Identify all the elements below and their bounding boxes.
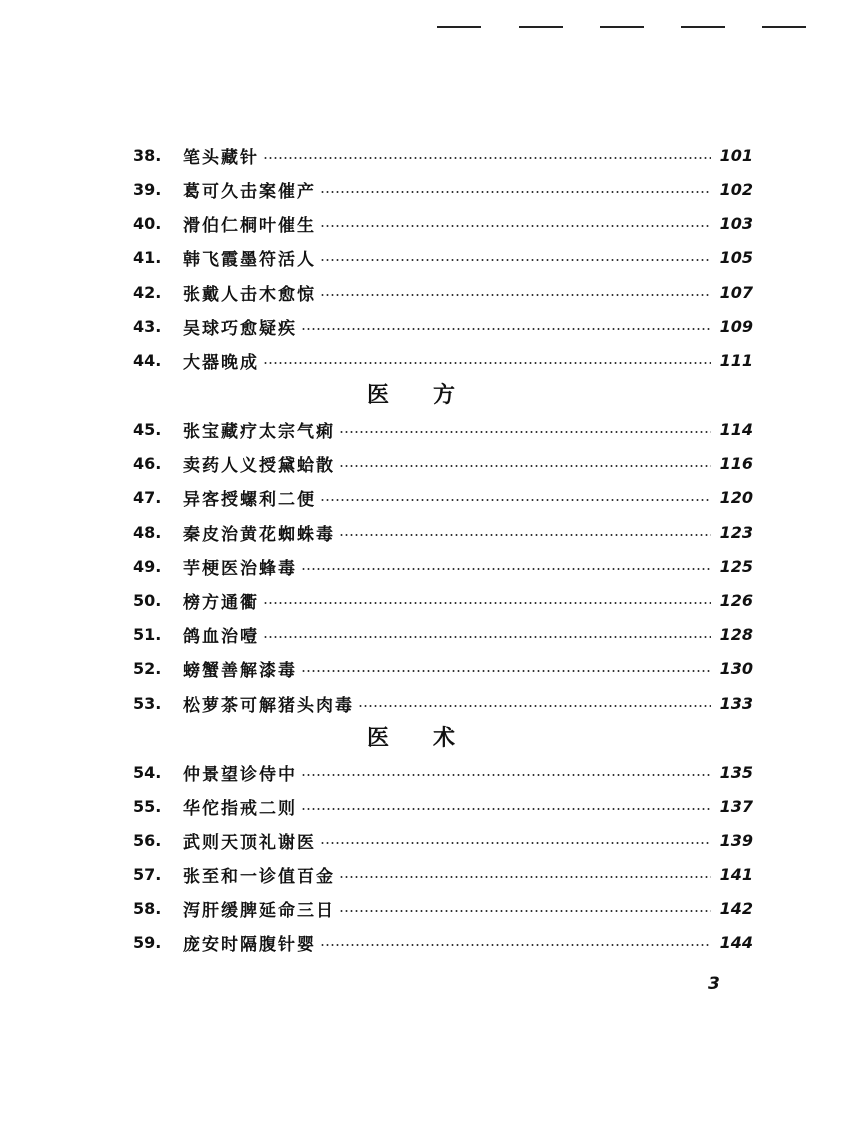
section-heading: 医术 [366, 725, 499, 751]
entry-title: 韩飞霞墨符活人 [183, 249, 316, 270]
entry-number: 47. [133, 487, 162, 507]
toc-entry[interactable] [133, 211, 753, 235]
dot-leader [320, 294, 711, 296]
header-dash [600, 26, 644, 28]
dot-leader [358, 705, 711, 707]
toc-entry[interactable] [133, 794, 753, 818]
entry-number: 53. [133, 693, 162, 713]
entry-title: 华佗指戒二则 [183, 798, 297, 819]
toc-entry[interactable] [133, 417, 753, 441]
entry-title: 武则天顶礼谢医 [183, 832, 316, 853]
dot-leader [339, 876, 711, 878]
entry-title: 吴球巧愈疑疾 [183, 318, 297, 339]
toc-entry[interactable] [133, 691, 753, 715]
toc-entry[interactable] [133, 348, 753, 372]
entry-title: 张戴人击木愈惊 [183, 284, 316, 305]
entry-number: 43. [133, 316, 162, 336]
toc-entry[interactable] [133, 314, 753, 338]
toc-entry[interactable] [133, 622, 753, 646]
entry-title: 庞安时隔腹针婴 [183, 934, 316, 955]
entry-page: 125 [719, 556, 753, 576]
toc-entry[interactable] [133, 520, 753, 544]
entry-title: 鸽血治噎 [183, 626, 259, 647]
entry-page: 102 [719, 179, 753, 199]
entry-page: 105 [719, 247, 753, 267]
dot-leader [320, 944, 711, 946]
toc-entry[interactable] [133, 451, 753, 475]
entry-number: 49. [133, 556, 162, 576]
entry-title: 葛可久击案催产 [183, 181, 316, 202]
toc-entry[interactable] [133, 862, 753, 886]
header-dash [519, 26, 563, 28]
entry-title: 螃蟹善解漆毒 [183, 660, 297, 681]
entry-page: 103 [719, 213, 753, 233]
entry-page: 126 [719, 590, 753, 610]
entry-title: 大器晚成 [183, 352, 259, 373]
toc-entry[interactable] [133, 143, 753, 167]
toc-entry[interactable] [133, 656, 753, 680]
dot-leader [263, 602, 711, 604]
dot-leader [301, 808, 711, 810]
dot-leader [320, 499, 711, 501]
entry-page: 116 [719, 453, 753, 473]
toc-entry[interactable] [133, 588, 753, 612]
entry-page: 144 [719, 932, 753, 952]
entry-page: 139 [719, 830, 753, 850]
entry-number: 54. [133, 762, 162, 782]
entry-title: 张至和一诊值百金 [183, 866, 335, 887]
toc-entry[interactable] [133, 760, 753, 784]
entry-title: 笔头藏针 [183, 147, 259, 168]
toc-entry[interactable] [133, 485, 753, 509]
entry-title: 异客授螺利二便 [183, 489, 316, 510]
entry-number: 42. [133, 282, 162, 302]
dot-leader [263, 157, 711, 159]
dot-leader [320, 225, 711, 227]
entry-number: 50. [133, 590, 162, 610]
entry-number: 59. [133, 932, 162, 952]
entry-page: 111 [719, 350, 753, 370]
entry-page: 123 [719, 522, 753, 542]
entry-number: 40. [133, 213, 162, 233]
entry-page: 137 [719, 796, 753, 816]
entry-title: 榜方通衢 [183, 592, 259, 613]
header-dash [681, 26, 725, 28]
dot-leader [301, 670, 711, 672]
entry-number: 39. [133, 179, 162, 199]
toc-entry[interactable] [133, 828, 753, 852]
entry-title: 秦皮治黄花蜘蛛毒 [183, 524, 335, 545]
entry-title: 松萝茶可解猪头肉毒 [183, 695, 354, 716]
entry-title: 泻肝缓脾延命三日 [183, 900, 335, 921]
dot-leader [320, 191, 711, 193]
dot-leader [263, 362, 711, 364]
entry-title: 芋梗医治蜂毒 [183, 558, 297, 579]
entry-number: 45. [133, 419, 162, 439]
section-heading: 医方 [366, 382, 499, 408]
toc-entry[interactable] [133, 930, 753, 954]
entry-number: 55. [133, 796, 162, 816]
entry-title: 卖药人义授黛蛤散 [183, 455, 335, 476]
header-dash-rule [0, 26, 866, 28]
entry-page: 107 [719, 282, 753, 302]
toc-entry[interactable] [133, 554, 753, 578]
header-dash [437, 26, 481, 28]
dot-leader [301, 328, 711, 330]
entry-page: 128 [719, 624, 753, 644]
dot-leader [339, 534, 711, 536]
entry-number: 51. [133, 624, 162, 644]
entry-page: 135 [719, 762, 753, 782]
dot-leader [339, 431, 711, 433]
entry-number: 38. [133, 145, 162, 165]
page-number: 3 [708, 974, 720, 994]
entry-title: 仲景望诊侍中 [183, 764, 297, 785]
dot-leader [301, 568, 711, 570]
entry-page: 142 [719, 898, 753, 918]
dot-leader [339, 465, 711, 467]
entry-page: 114 [719, 419, 753, 439]
entry-number: 58. [133, 898, 162, 918]
dot-leader [339, 910, 711, 912]
entry-page: 141 [719, 864, 753, 884]
entry-number: 41. [133, 247, 162, 267]
dot-leader [320, 842, 711, 844]
entry-number: 46. [133, 453, 162, 473]
entry-page: 133 [719, 693, 753, 713]
entry-page: 101 [719, 145, 753, 165]
dot-leader [263, 636, 711, 638]
header-dash [762, 26, 806, 28]
entry-page: 109 [719, 316, 753, 336]
entry-number: 57. [133, 864, 162, 884]
toc-entry[interactable] [133, 245, 753, 269]
dot-leader [301, 774, 711, 776]
entry-title: 滑伯仁桐叶催生 [183, 215, 316, 236]
entry-page: 130 [719, 658, 753, 678]
entry-page: 120 [719, 487, 753, 507]
entry-number: 44. [133, 350, 162, 370]
toc-entry[interactable] [133, 896, 753, 920]
entry-number: 56. [133, 830, 162, 850]
entry-number: 52. [133, 658, 162, 678]
entry-title: 张宝藏疗太宗气痢 [183, 421, 335, 442]
toc-entry[interactable] [133, 280, 753, 304]
toc-entry[interactable] [133, 177, 753, 201]
dot-leader [320, 259, 711, 261]
entry-number: 48. [133, 522, 162, 542]
